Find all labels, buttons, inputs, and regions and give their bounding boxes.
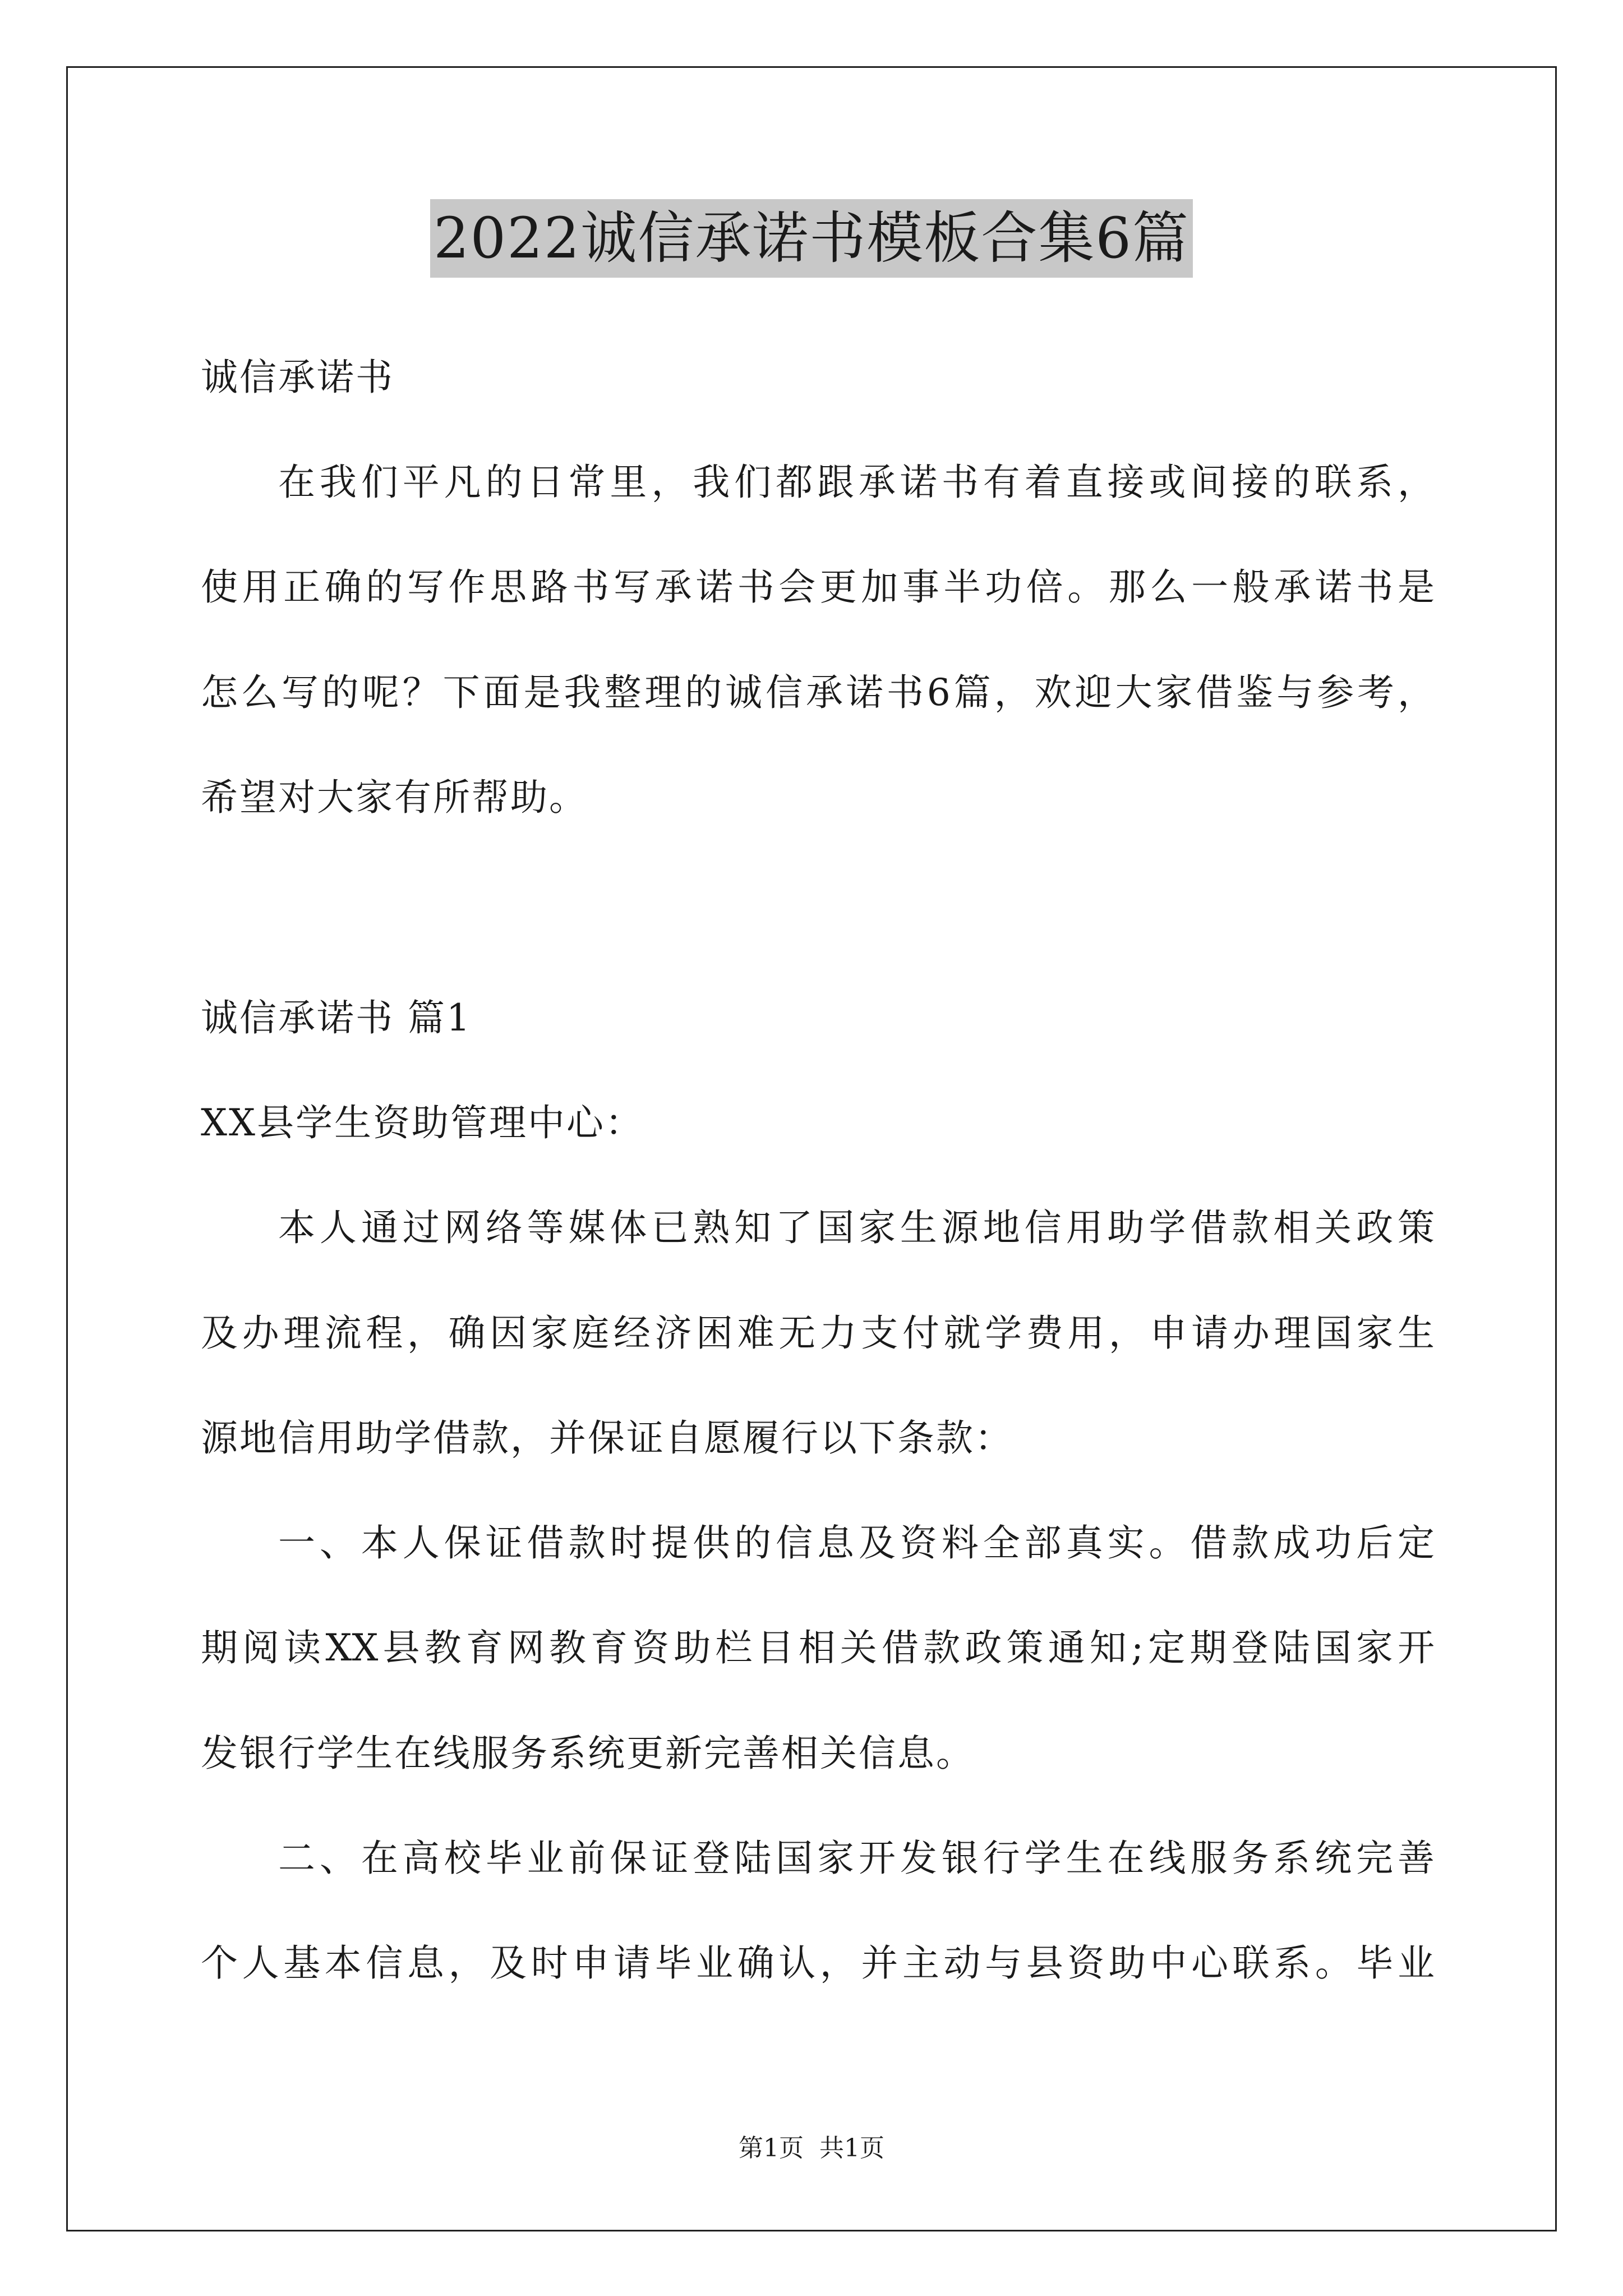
paragraph-line: 使用正确的写作思路书写承诺书会更加事半功倍。那么一般承诺书是	[201, 565, 1435, 609]
section-heading: 诚信承诺书 篇1	[201, 996, 472, 1039]
paragraph-line: 个人基本信息，及时申请毕业确认，并主动与县资助中心联系。毕业	[201, 1941, 1435, 1985]
paragraph-line: 在我们平凡的日常里，我们都跟承诺书有着直接或间接的联系，	[278, 461, 1435, 504]
paragraph-line: 发银行学生在线服务系统更新完善相关信息。	[201, 1732, 975, 1775]
document-title: 2022诚信承诺书模板合集6篇	[430, 199, 1193, 278]
addressee-line: XX县学生资助管理中心：	[201, 1101, 644, 1144]
paragraph-line: 怎么写的呢？下面是我整理的诚信承诺书6篇，欢迎大家借鉴与参考，	[201, 671, 1435, 714]
paragraph-line: 期阅读XX县教育网教育资助栏目相关借款政策通知;定期登陆国家开	[201, 1626, 1435, 1669]
paragraph-line: 及办理流程，确因家庭经济困难无力支付就学费用，申请办理国家生	[201, 1312, 1435, 1355]
page-total: 共1页	[819, 2134, 884, 2162]
title-container	[0, 199, 1623, 278]
page-footer	[0, 2132, 1623, 2165]
paragraph-line: 本人通过网络等媒体已熟知了国家生源地信用助学借款相关政策	[278, 1206, 1435, 1249]
section-heading: 诚信承诺书	[201, 356, 394, 399]
paragraph-line: 二、在高校毕业前保证登陆国家开发银行学生在线服务系统完善	[278, 1837, 1435, 1880]
page-number: 第1页	[739, 2134, 804, 2162]
paragraph-line: 源地信用助学借款，并保证自愿履行以下条款：	[201, 1416, 1013, 1460]
paragraph-line: 一、本人保证借款时提供的信息及资料全部真实。借款成功后定	[278, 1521, 1435, 1565]
paragraph-line: 希望对大家有所帮助。	[201, 776, 588, 819]
